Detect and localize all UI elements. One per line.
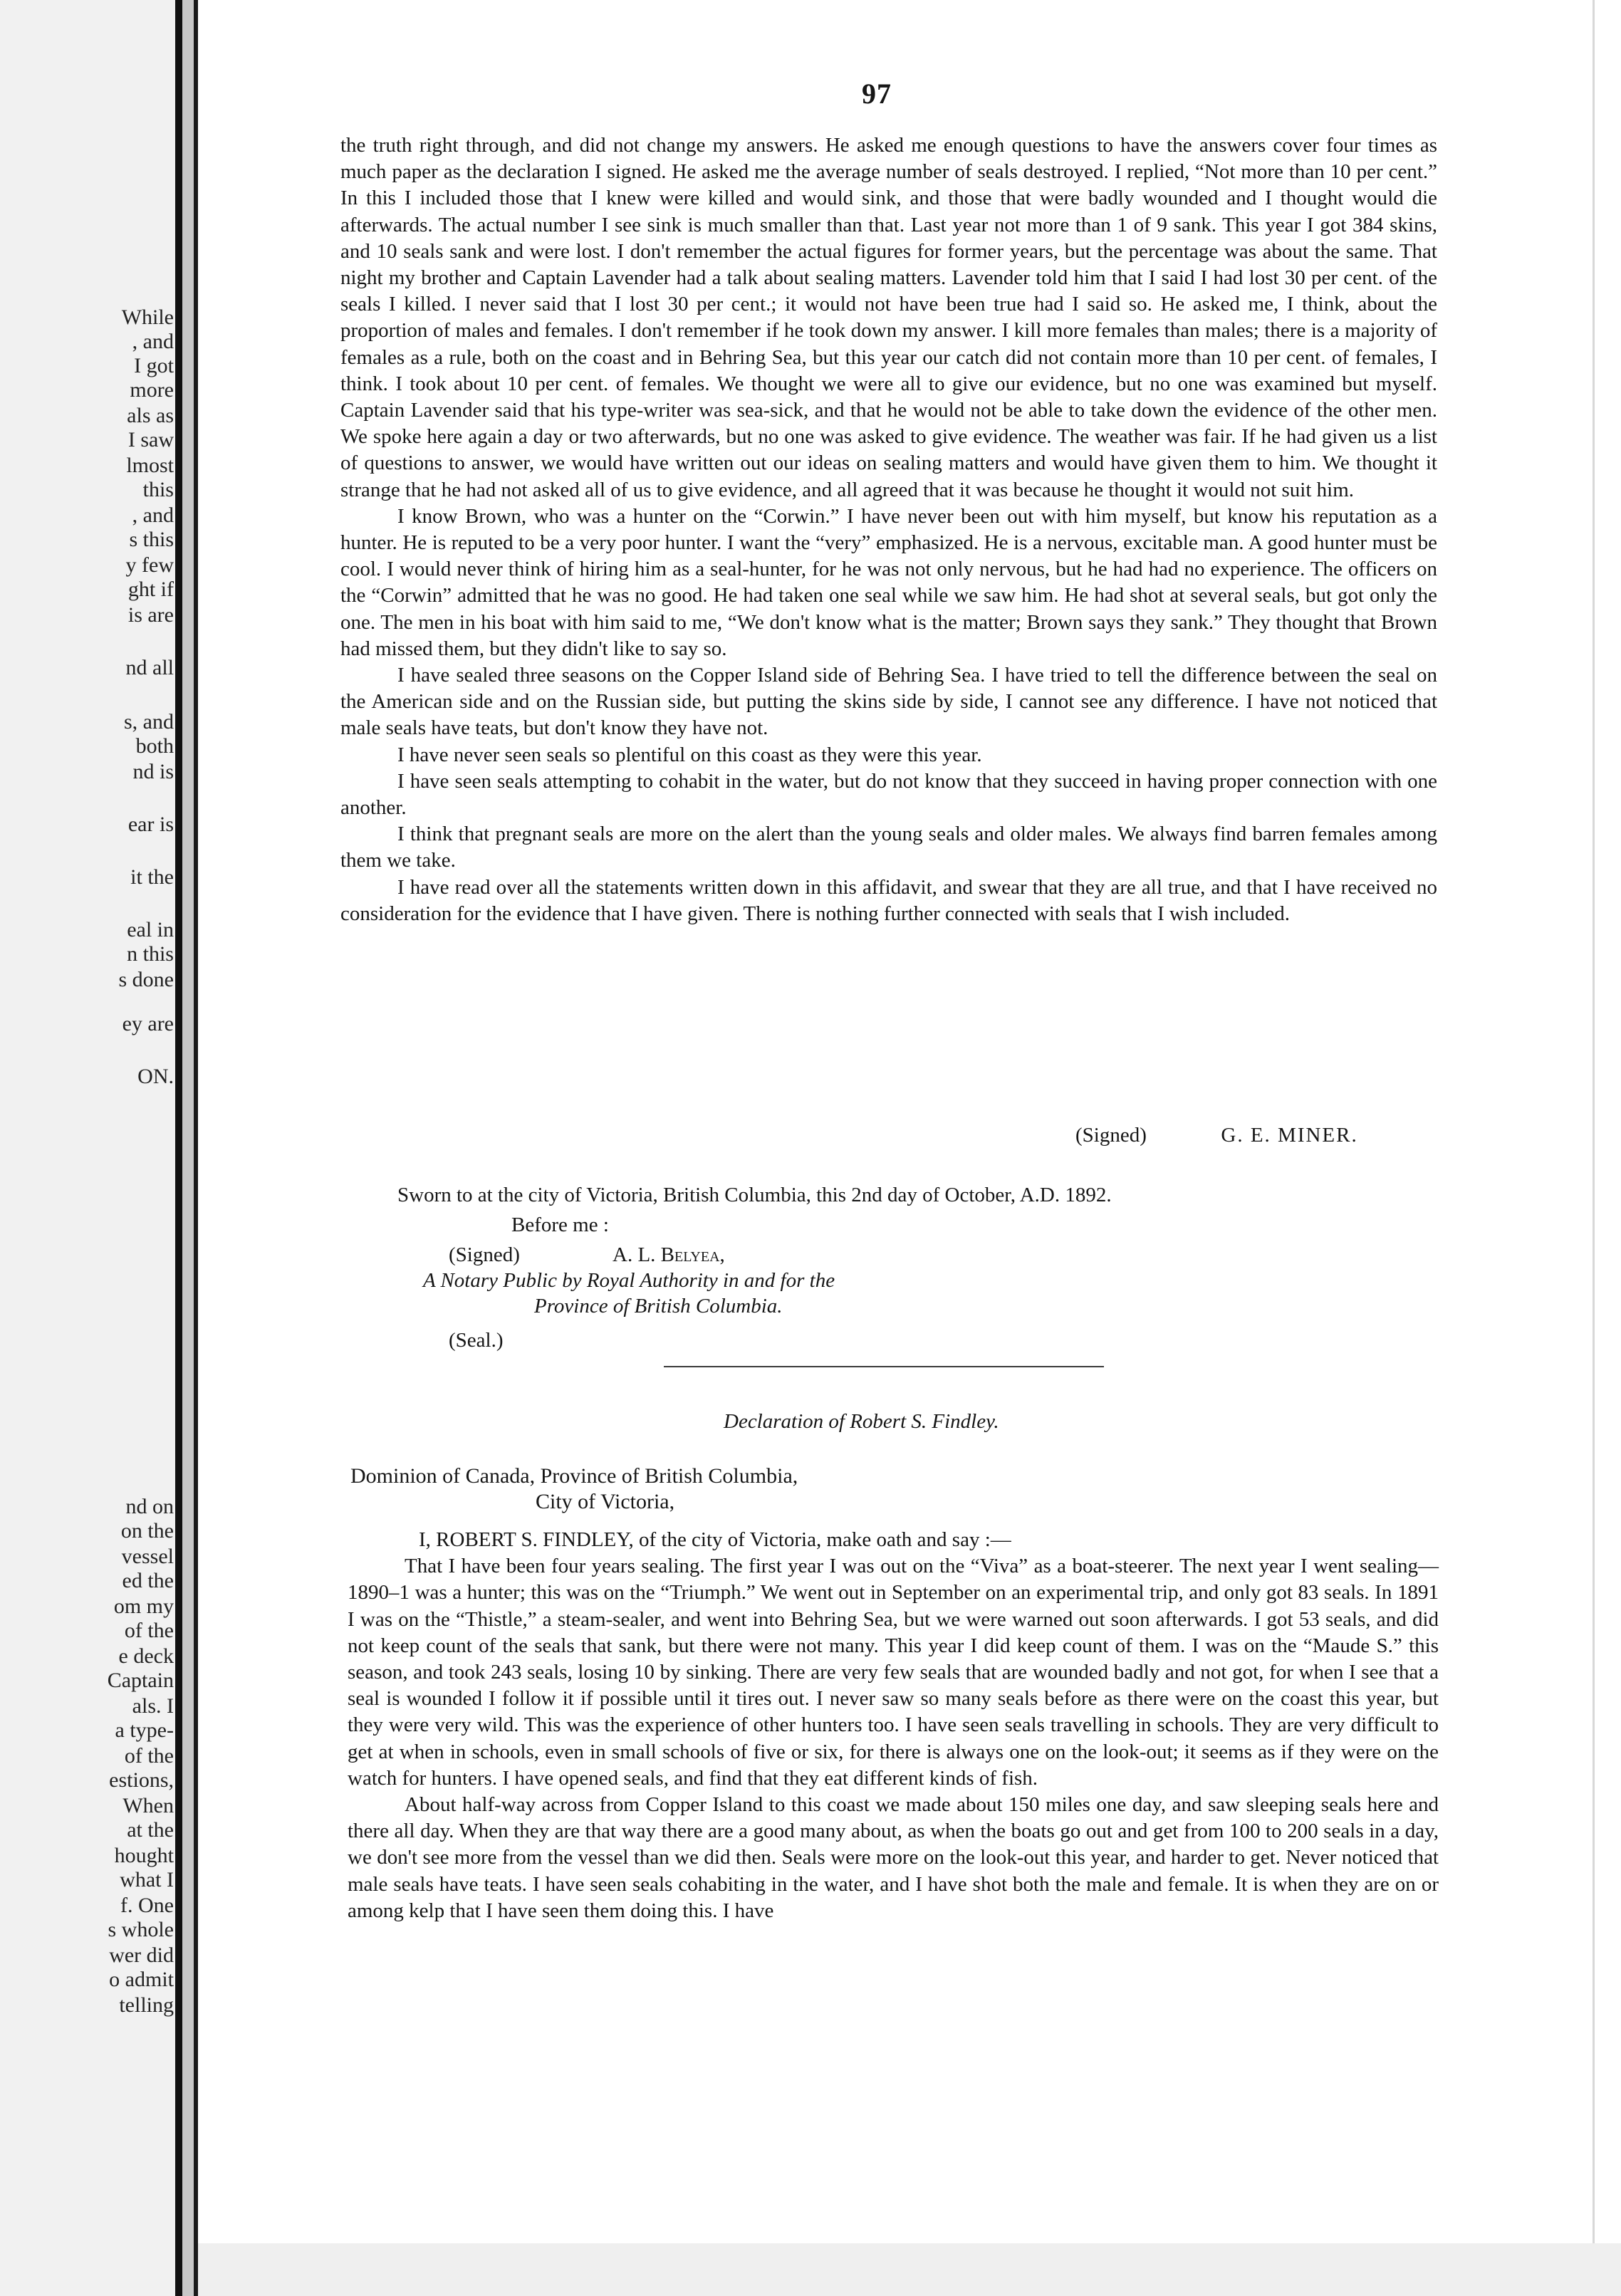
adjacent-page-text-fragment: nd on [125,1495,174,1518]
adjacent-page-text-fragment: s done [118,968,174,991]
findley-oath-line: I, ROBERT S. FINDLEY, of the city of Victoria, make oath and say :— [419,1528,1011,1551]
adjacent-page-text-fragment: both [135,734,174,758]
miner-paragraph-5: I have seen seals attempting to cohabit in the water, but do not know that they succeed in having proper connection with one another. [340,769,1437,820]
miner-paragraph-2: I know Brown, who was a hunter on the “Corwin.” I have never been out with him myself, but know his reputation as a hunter. He is reputed to be a very poor hunter. I want the “very” emphasized. He is a nervous, excitable man. A good hunter must be cool. I would never think of hiring him as a seal-hunter, for he was not only nervous, but he had had no experience. The officers on the “Corwin” admitted that he was no good. He had taken one seal while we saw him. He had shot at several seals, but got only the one. The men in his boat with him said to me, “We don't know what is the matter; Brown says they sank.” They thought that Brown had missed them, but they didn't like to say so. [340,504,1437,660]
jurat-sworn-line: Sworn to at the city of Victoria, British Columbia, this 2nd day of October, A.D. 1892. [397,1184,1112,1206]
adjacent-page-text-fragment: hought [114,1844,174,1867]
adjacent-page-text-fragment: e deck [118,1644,174,1668]
adjacent-page-text-fragment: ey are [122,1012,174,1035]
adjacent-page-text-fragment: f. One [120,1894,174,1917]
adjacent-page-text-fragment: s whole [108,1918,174,1941]
adjacent-page-text-fragment: on the [120,1519,174,1543]
jurisdiction-line-2: City of Victoria, [536,1490,675,1513]
adjacent-page-text-fragment: a type- [115,1718,174,1742]
notary-title-line-1: A Notary Public by Royal Authority in and for the [423,1269,835,1292]
findley-paragraph-2: About half-way across from Copper Island to this coast we made about 150 miles one day, and saw sleeping seals here and there all day. When they are that way there are a good many about, as when the boats go out and get from 100 to 200 seals in a day, we don't see more from the vessel than we did then. Seals were more on the look-out this year, and harder to get. Never noticed that male seals have teats. I have seen seals cohabiting in the water, and I have shot both the male and female. It is when they are on or among kelp that I have seen them doing this. I have [348,1793,1439,1922]
signatory-name: G. E. MINER. [1221,1124,1358,1147]
adjacent-page-text-fragment: y few [125,553,174,577]
adjacent-page-text-fragment: of the [124,1744,174,1768]
adjacent-page-text-fragment: wer did [109,1943,174,1967]
notary-title-line-2: Province of British Columbia. [534,1295,783,1317]
adjacent-page-text-fragment: s, and [124,710,174,734]
adjacent-page-text-fragment: om my [113,1595,174,1618]
adjacent-page-text-fragment: at the [127,1818,174,1842]
adjacent-page-text-fragment: estions, [109,1768,174,1792]
adjacent-page-text-fragment: what I [120,1868,174,1891]
jurat-before: Before me : [511,1214,609,1236]
adjacent-page-text-fragment: n this [127,942,174,966]
adjacent-page-text-fragment: lmost [126,454,174,477]
adjacent-page-text-fragment: s this [129,528,174,551]
adjacent-page-fragment [0,0,182,2296]
declaration-title: Declaration of Robert S. Findley. [724,1410,999,1433]
miner-paragraph-3: I have sealed three seasons on the Copper Island side of Behring Sea. I have tried to tell the difference between the seal on the American side and on the Russian side, but putting the skins side by side, I cannot see any difference. I have not noticed that male seals have teats, but don't know they have not. [340,664,1437,740]
adjacent-page-text-fragment: ed the [122,1569,174,1592]
adjacent-page-text-fragment: ght if [127,578,174,601]
adjacent-page-text-fragment: When [123,1794,174,1817]
findley-paragraph-1: That I have been four years sealing. The first year I was out on the “Viva” as a boat-steerer. The next year I went sealing—1890–1 was a hunter; this was on the “Triumph.” We went out in September on an experimental trip, and only got 83 seals. In 1891 I was on the “Thistle,” a steam-sealer, and went into Behring Sea, but we were warned out soon afterwards. I got 53 seals, and did not keep count of the seals that sank, but there were not many. This year I did keep count of them. I was on the “Maude S.” this season, and took 243 seals, losing 10 by sinking. There are very few seals that are wounded badly and not got, for when I see that a seal is wounded I follow it if possible until it tires out. I never saw so many seals before as there were on the coast this year, but they were very wild. This was the experience of other hunters too. I have seen seals travelling in schools. They are very difficult to get at when in schools, even in small schools of five or six, for there is always one on the look-out; it seems as if they were on the watch for hunters. I have opened seals, and find that they eat different kinds of fish. [348,1555,1439,1790]
adjacent-page-text-fragment: nd all [125,656,174,679]
adjacent-page-text-fragment: nd is [132,760,174,783]
page-number: 97 [862,78,892,110]
adjacent-page-text-fragment: of the [124,1619,174,1642]
miner-paragraph-7: I have read over all the statements written down in this affidavit, and swear that they are all true, and that I have received no consideration for the evidence that I have given. There is nothing further connected with seals that I wish included. [340,875,1437,925]
adjacent-page-text-fragment: vessel [121,1545,174,1568]
jurisdiction-line-1: Dominion of Canada, Province of British Columbia, [350,1464,798,1488]
adjacent-page-text-fragment: is are [127,603,174,627]
adjacent-page-text-fragment: I got [134,354,174,377]
adjacent-page-text-fragment: als. I [132,1694,174,1718]
adjacent-page-text-fragment: ON. [137,1065,174,1088]
adjacent-page-text-fragment: Captain [107,1669,174,1692]
adjacent-page-text-fragment: this [142,478,174,501]
adjacent-page-text-fragment: ear is [127,813,174,836]
adjacent-page-text-fragment: o admit [109,1968,174,1991]
adjacent-page-text-fragment: , and [132,330,174,353]
miner-paragraph-1: the truth right through, and did not change my answers. He asked me enough questions to have the answers cover four times as much paper as the declaration I signed. He asked me the average number of seals destroyed. I replied, “Not more than 10 per cent.” In this I included those that I knew were killed and would sink, and those that were badly wounded and I thought would die afterwards. The actual number I see sink is much smaller than that. Last year not more than 1 of 9 sank. This year I got 384 skins, and 10 seals sank and were lost. I don't remember the actual figures for former years, but the percentage was about the same. That night my brother and Captain Lavender had a talk about sealing matters. Lavender told him that I said I had lost 30 per cent. of the seals I killed. I never said that I lost 30 per cent.; it would not have been true had I said so. He asked me, I think, about the proportion of males and females. I don't remember if he took down my answer. I kill more females than males; there is a majority of females as a rule, both on the coast and in Behring Sea, but this year our catch did not contain more than 10 per cent. of females, I think. I took about 10 per cent. of females. We thought we were all to give our evidence, but no one was examined but myself. Captain Lavender said that his type-writer was sea-sick, and that he would not be able to take down the evidence of the other men. We spoke here again a day or two afterwards, but no one was asked to give evidence. The weather was fair. If he had given us a list of questions to answer, we would have written out our ideas on sealing matters and would have given them to him. We thought it strange that he had not asked all of us to give evidence, and all agreed that it was because he thought it would not suit him. [340,134,1437,501]
page-edge-shadow [175,0,182,2296]
adjacent-page-text-fragment: While [121,306,174,329]
section-divider [664,1366,1104,1367]
seal-label: (Seal.) [449,1329,504,1352]
findley-declaration-body [348,1527,1439,1924]
adjacent-page-text-fragment: eal in [127,918,174,941]
signed-label: (Signed) [1075,1124,1147,1147]
miner-signature [1075,1124,1358,1147]
adjacent-page-text-fragment: I saw [127,428,174,452]
miner-paragraph-6: I think that pregnant seals are more on the alert than the young seals and older males. We always find barren females among them we take. [340,823,1437,872]
jurat-signed-label: (Signed) [449,1243,520,1266]
adjacent-page-text-fragment: more [130,378,174,402]
adjacent-page-text-fragment: it the [130,865,174,889]
page-bottom-edge [198,2243,1621,2296]
right-margin-line [1593,0,1595,2243]
adjacent-page-text-fragment: als as [127,404,174,427]
adjacent-page-text-fragment: telling [119,1993,174,2017]
miner-paragraph-4: I have never seen seals so plentiful on this coast as they were this year. [397,743,982,766]
miner-affidavit-body [340,132,1437,927]
adjacent-page-text-fragment: , and [132,503,174,527]
notary-name: A. L. Belyea, [613,1243,725,1266]
